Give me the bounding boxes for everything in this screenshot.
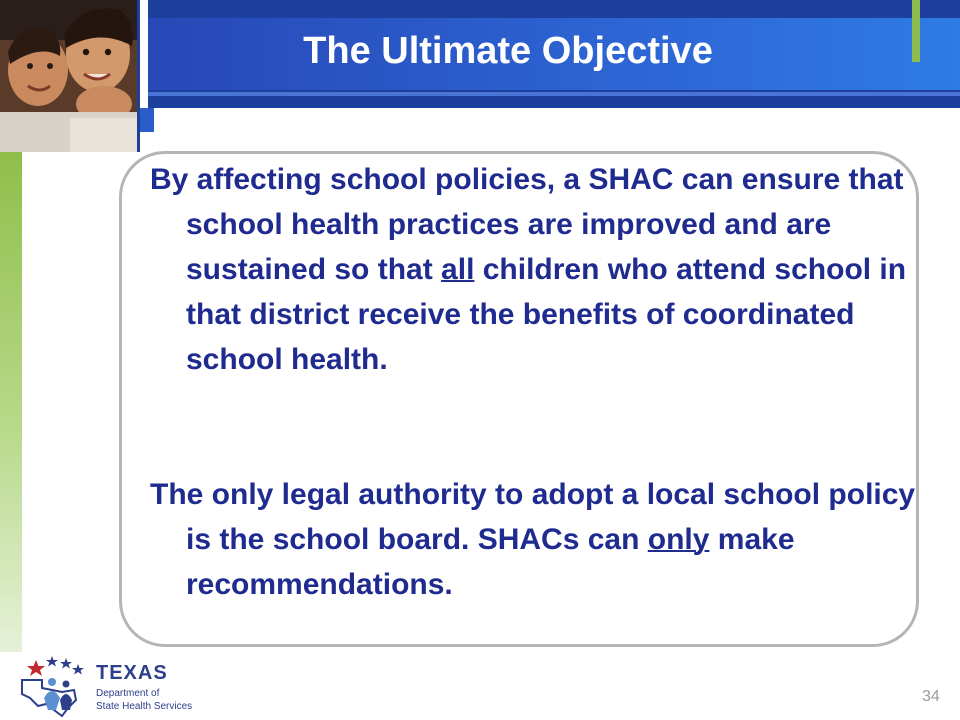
logo-subtitle-1: Department of <box>96 688 160 699</box>
header-stub <box>140 108 154 132</box>
children-photo <box>0 0 140 152</box>
texas-dshs-logo-icon <box>18 654 98 718</box>
paragraph-2-text-end: make recommendations. <box>186 523 795 601</box>
logo-subtitle-2: State Health Services <box>96 701 193 712</box>
paragraph-1-text: By affecting school policies, a SHAC can ensure that school health practices are improved and are sustained so that <box>150 163 904 286</box>
paragraph-1-emphasis: all <box>441 253 475 286</box>
paragraph-2 <box>150 472 926 607</box>
slide-title: The Ultimate Objective <box>303 30 713 72</box>
header-divider <box>148 92 960 96</box>
paragraph-1-text-end: children who attend school in that district receive the benefits of coordinated school health. <box>186 253 907 376</box>
children-photo-icon <box>0 0 140 152</box>
logo-name: TEXAS <box>96 662 168 684</box>
header-accent <box>912 0 920 62</box>
side-accent-bar <box>0 152 22 652</box>
page-number: 34 <box>922 688 940 705</box>
paragraph-2-emphasis: only <box>647 523 710 556</box>
paragraph-2-text: The only legal authority to adopt a local school policy is the school board. SHACs can <box>150 478 916 556</box>
paragraph-1 <box>150 157 926 382</box>
